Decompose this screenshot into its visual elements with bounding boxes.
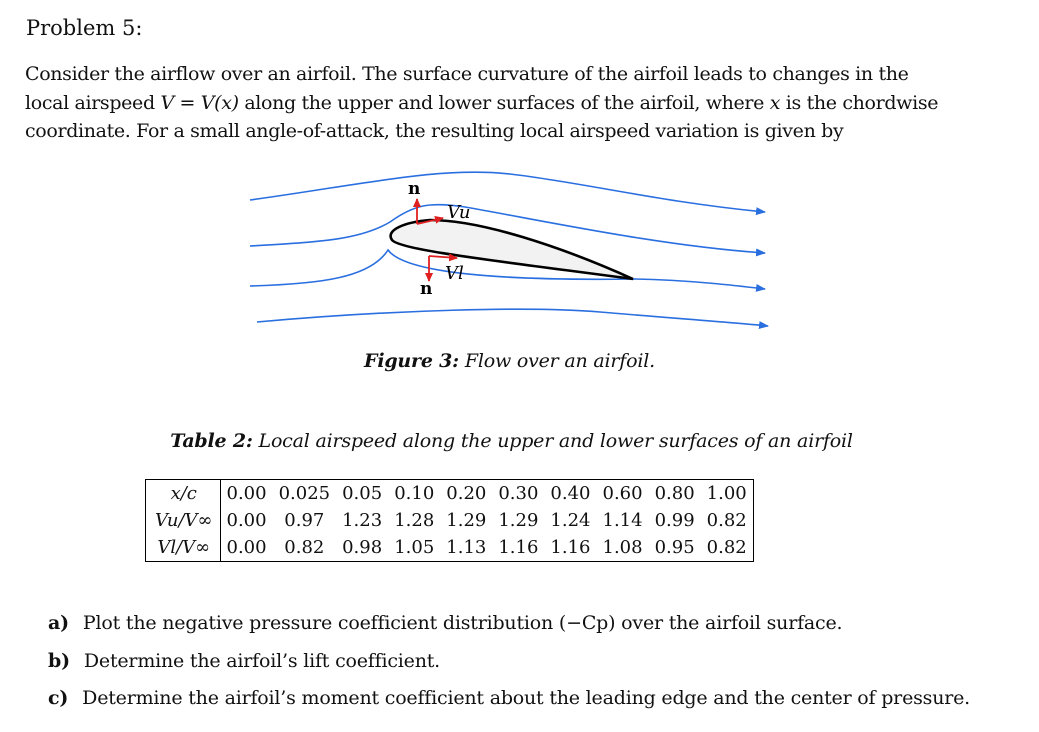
table-cell: 0.025	[278, 483, 331, 504]
question-label: c)	[48, 687, 69, 709]
upper-velocity-label: Vu	[447, 202, 471, 223]
question-label: a)	[48, 612, 69, 634]
table-cell: 1.00	[706, 483, 747, 504]
intro-line-2-a: local airspeed	[25, 91, 161, 114]
streamline-4	[257, 309, 768, 326]
normal-label-top: n	[408, 179, 421, 199]
intro-line-2-b: along the upper and lower surfaces of the airfoil, where	[238, 91, 770, 114]
row-header: x/c	[146, 480, 221, 508]
question-list	[48, 612, 970, 725]
table-cell: 1.16	[498, 537, 539, 558]
table-cell: 1.24	[550, 510, 591, 531]
table-cell: 0.97	[284, 510, 325, 531]
intro-line-1: Consider the airflow over an airfoil. The surface curvature of the airfoil leads to changes in the	[25, 63, 909, 85]
table-cell: 0.05	[342, 483, 383, 504]
table-cell: 1.28	[394, 510, 435, 531]
table-cell: 0.20	[446, 483, 487, 504]
table-cell: 0.80	[654, 483, 695, 504]
airspeed-table	[145, 479, 754, 562]
table-cell: 0.00	[226, 537, 267, 558]
table-caption-label: Table 2:	[170, 430, 253, 452]
airfoil-flow-figure	[240, 160, 780, 340]
question-c	[48, 687, 970, 725]
row-header: Vu/V∞	[146, 507, 221, 534]
table-cell: 1.16	[550, 537, 591, 558]
problem-title: Problem 5:	[26, 16, 143, 40]
question-text: Determine the airfoil’s moment coefficient about the leading edge and the center of pressure.	[82, 687, 971, 709]
table-cell: 0.00	[226, 510, 267, 531]
row-header: Vl/V∞	[146, 534, 221, 562]
intro-paragraph	[25, 60, 1010, 146]
table-cell: 0.40	[550, 483, 591, 504]
table-cell: 0.82	[706, 510, 747, 531]
table-row	[146, 534, 754, 562]
question-text: Plot the negative pressure coefficient distribution (−Cp) over the airfoil surface.	[82, 612, 843, 634]
table-cell: 0.98	[342, 537, 383, 558]
lower-velocity-vector	[429, 256, 457, 258]
table-caption	[0, 430, 1031, 452]
table-cell: 0.30	[498, 483, 539, 504]
table-cell: 0.82	[284, 537, 325, 558]
chordwise-variable: x	[769, 91, 781, 114]
velocity-expression: V = V(x)	[160, 91, 239, 114]
lower-velocity-label: Vl	[445, 263, 464, 284]
table-cell: 1.08	[602, 537, 643, 558]
airfoil-shape	[391, 220, 633, 279]
table-row	[146, 507, 754, 534]
streamline-1	[250, 172, 765, 212]
table-cell: 1.29	[446, 510, 487, 531]
table-cell: 1.23	[342, 510, 383, 531]
table-cell: 1.29	[498, 510, 539, 531]
table-cell: 0.99	[654, 510, 695, 531]
question-a	[48, 612, 970, 650]
figure-caption	[0, 350, 1029, 372]
question-text: Determine the airfoil’s lift coefficient.	[83, 649, 441, 672]
table-cell: 0.00	[226, 483, 267, 504]
intro-line-2	[25, 89, 1010, 118]
figure-caption-text: Flow over an airfoil.	[464, 350, 655, 372]
table-row	[146, 480, 754, 508]
question-b	[48, 650, 970, 688]
intro-line-2-c: is the chordwise	[780, 91, 939, 114]
question-label: b)	[48, 649, 70, 672]
table-caption-text: Local airspeed along the upper and lower surfaces of an airfoil	[258, 430, 853, 452]
table-cell: 0.60	[602, 483, 643, 504]
table-cell: 0.95	[654, 537, 695, 558]
table-cell: 1.05	[394, 537, 435, 558]
intro-line-3: coordinate. For a small angle-of-attack, the resulting local airspeed variation is given by	[25, 120, 844, 142]
table-cell: 0.82	[706, 537, 747, 558]
figure-caption-label: Figure 3:	[364, 350, 459, 372]
table-cell: 0.10	[394, 483, 435, 504]
table-cell: 1.14	[602, 510, 643, 531]
normal-label-bottom: n	[420, 279, 433, 299]
table-cell: 1.13	[446, 537, 487, 558]
